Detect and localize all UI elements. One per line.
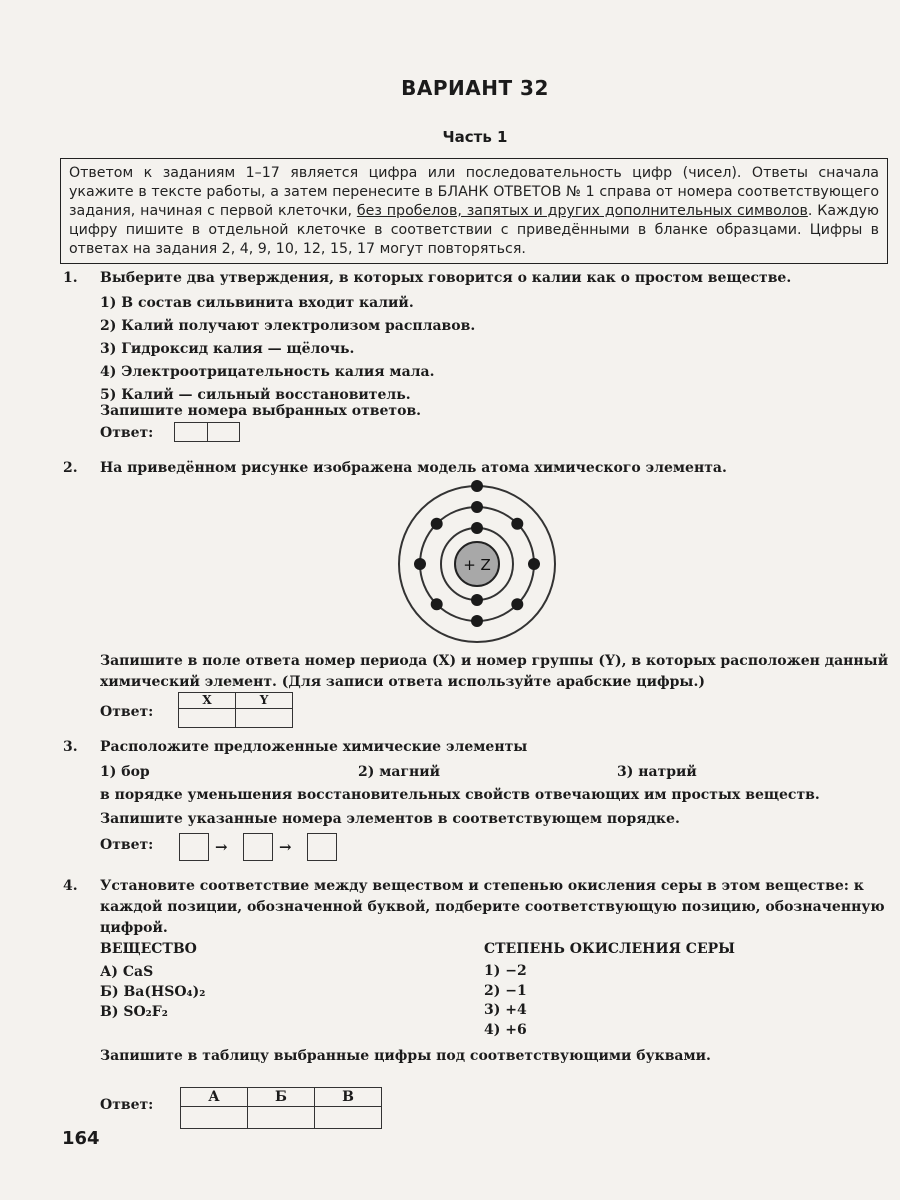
q3-answer-label: Ответ:	[100, 837, 154, 853]
q1-answer-divider	[207, 423, 208, 441]
q1-text: Выберите два утверждения, в которых говорится о калии как о простом веществе.	[100, 270, 792, 286]
q4-col-b-header: Б	[247, 1087, 315, 1107]
q3-order-text: в порядке уменьшения восстановительных свойств отвечающих им простых веществ.	[100, 787, 820, 803]
electron	[471, 522, 483, 534]
page-number: 164	[62, 1128, 100, 1149]
q4-state-4: 4) +6	[484, 1022, 527, 1038]
q3-answer-box-2[interactable]	[243, 833, 273, 861]
electron	[471, 501, 483, 513]
q1-option-5: 5) Калий — сильный восстановитель.	[100, 387, 411, 403]
q1-option-4: 4) Электроотрицательность калия мала.	[100, 364, 435, 380]
q4-right-header: СТЕПЕНЬ ОКИСЛЕНИЯ СЕРЫ	[484, 941, 735, 957]
electron	[471, 480, 483, 492]
instructions-text-1: Ответом к заданиям 1–17 является цифра или последовательность цифр (чисел). Ответы сначала укажите в тексте работы, а затем перенесите в БЛАНК ОТВЕТОВ № 1 справа от номера соответствующего задания, начиная с первой клеточки,	[69, 165, 879, 219]
q1-answer-label: Ответ:	[100, 425, 154, 441]
q4-state-2: 2) −1	[484, 983, 527, 999]
part-heading: Часть 1	[442, 128, 508, 146]
q1-option-3: 3) Гидроксид калия — щёлочь.	[100, 341, 355, 357]
q3-element-3: 3) натрий	[617, 764, 697, 780]
q4-text: Установите соответствие между веществом и степенью окисления серы в этом веществе: к каждой позиции, обозначенной буквой, подберите соответствующую позицию, обозначенную цифрой.	[100, 878, 885, 936]
q4-instruction: Запишите в таблицу выбранные цифры под соответствующими буквами.	[100, 1048, 711, 1064]
instructions-underlined: без пробелов, запятых и других дополнительных символов	[356, 203, 808, 219]
q3-answer-box-3[interactable]	[307, 833, 337, 861]
page-title: ВАРИАНТ 32	[401, 76, 549, 100]
q2-answer-x[interactable]	[178, 708, 236, 728]
q4-col-c-header: В	[314, 1087, 382, 1107]
q4-number: 4.	[63, 878, 78, 894]
q2-col-x-header: X	[178, 692, 236, 709]
electron	[431, 598, 443, 610]
q3-answer-box-1[interactable]	[179, 833, 209, 861]
q1-option-1: 1) В состав сильвинита входит калий.	[100, 295, 414, 311]
q2-answer-y[interactable]	[235, 708, 293, 728]
electron	[528, 558, 540, 570]
q4-state-3: 3) +4	[484, 1002, 527, 1018]
electron	[471, 594, 483, 606]
q3-arrow-1: →	[215, 838, 228, 856]
q3-text: Расположите предложенные химические элементы	[100, 739, 528, 755]
q1-number: 1.	[63, 270, 78, 286]
q2-text: На приведённом рисунке изображена модель атома химического элемента.	[100, 460, 727, 476]
electron	[511, 518, 523, 530]
q4-left-header: ВЕЩЕСТВО	[100, 941, 197, 957]
q3-number: 3.	[63, 739, 78, 755]
q4-answer-label: Ответ:	[100, 1097, 154, 1113]
q2-number: 2.	[63, 460, 78, 476]
q4-state-1: 1) −2	[484, 963, 527, 979]
atom-model-diagram	[380, 478, 580, 646]
instructions-text-2: . Каждую цифру пишите в отдельной клеточке в соответствии с приведёнными в бланке образцами. Цифры в ответах на задания 2, 4, 9, 10, 12, 15, 17 могут повторяться.	[69, 203, 879, 257]
q4-answer-a[interactable]	[180, 1106, 248, 1129]
q4-answer-b[interactable]	[247, 1106, 315, 1129]
instructions-box	[60, 158, 888, 264]
q2-answer-label: Ответ:	[100, 704, 154, 720]
q3-element-1: 1) бор	[100, 764, 150, 780]
q4-answer-c[interactable]	[314, 1106, 382, 1129]
q1-answer-field[interactable]	[174, 422, 240, 442]
electron	[431, 518, 443, 530]
q4-substance-b: Б) Ba(HSO₄)₂	[100, 984, 206, 1000]
q2-col-y-header: Y	[235, 692, 293, 709]
q1-instruction: Запишите номера выбранных ответов.	[100, 403, 422, 419]
q4-col-a-header: А	[180, 1087, 248, 1107]
nucleus-label: + Z	[463, 556, 491, 574]
electron	[511, 598, 523, 610]
q2-instruction: Запишите в поле ответа номер периода (X) и номер группы (Y), в которых расположен данный химический элемент. (Для записи ответа используйте арабские цифры.)	[100, 653, 889, 690]
electron	[414, 558, 426, 570]
q4-substance-c: В) SO₂F₂	[100, 1004, 168, 1020]
q3-arrow-2: →	[279, 838, 292, 856]
q3-element-2: 2) магний	[358, 764, 441, 780]
q4-substance-a: А) CaS	[100, 964, 154, 980]
q3-instruction: Запишите указанные номера элементов в соответствующем порядке.	[100, 811, 680, 827]
q1-option-2: 2) Калий получают электролизом расплавов.	[100, 318, 476, 334]
electron	[471, 615, 483, 627]
